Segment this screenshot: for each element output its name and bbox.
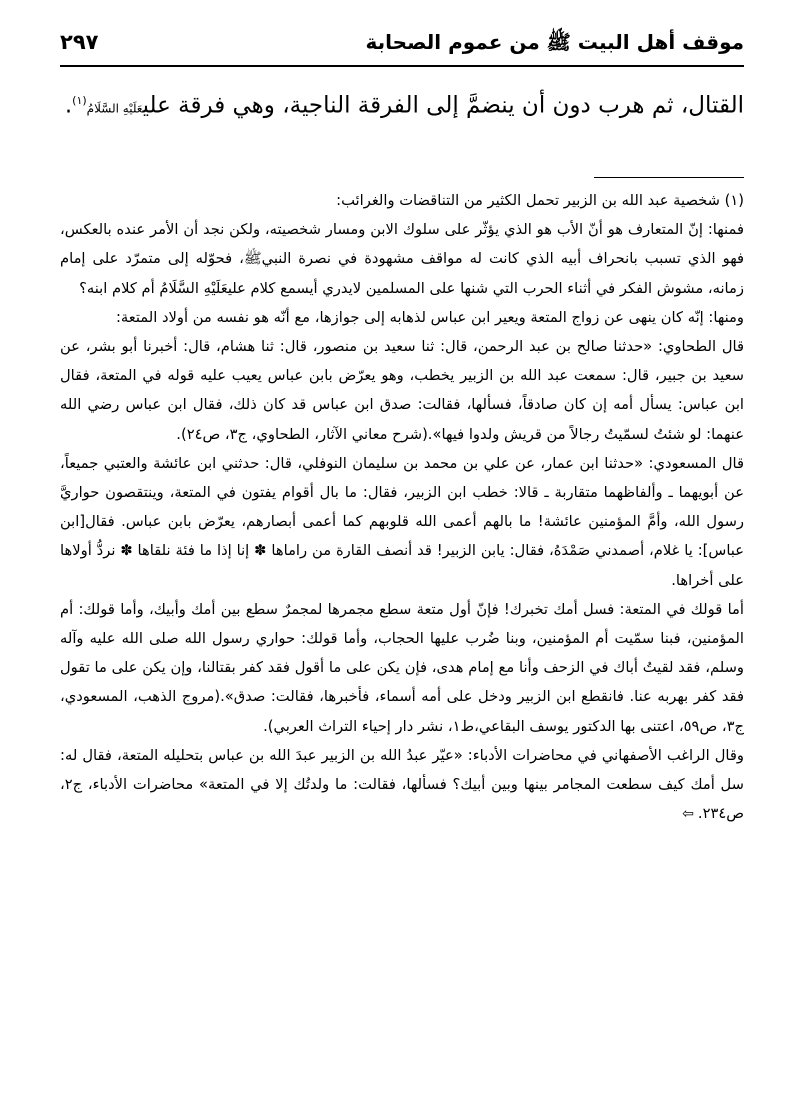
header-title: موقف أهل البيت ﷺ من عموم الصحابة [365,30,744,54]
footnote-separator [594,177,744,178]
footnotes [60,186,744,829]
continue-arrow-icon: ⇦ [682,806,694,823]
running-header [60,30,744,64]
main-text [60,84,744,126]
footnote-paragraph-text: وقال الراغب الأصفهاني في محاضرات الأدباء: «عيّر عبدُ الله بن الزبير عبدَ الله بن عباس بتحليله المتعة، فقال له: سل أمك كيف سطعت المجامر بينها وبين أبيك؟ فسألها، فقالت: ما ولدتُك إلا في المتعة» محاضرات الأدباء، ج٢، ص٢٣٤. [60,746,744,823]
footnote-paragraph: ومنها: إنّه كان ينهى عن زواج المتعة ويعير ابن عباس لذهابه إلى جوازها، مع أنّه هو نفسه من أولاد المتعة: [115,308,744,326]
footnote-ref[interactable]: (١) [72,94,87,107]
page-number: ٢٩٧ [60,30,99,54]
header-rule [60,65,744,67]
honorific: عَلَيْهِ السَّلَامُ [86,101,143,116]
main-text-body: القتال، ثم هرب دون أن ينضمَّ إلى الفرقة الناجية، وهي فرقة علي [142,92,744,119]
footnote-paragraph: أما قولك في المتعة: فسل أمك تخبرك! فإنّ أول متعة سطع مجمرها لمجمرٌ سطع بين أمك وأبيك، وأما قولك: أم المؤمنين، فبنا سمّيت أم المؤمنين، وبنا ضُرب عليها الحجاب، وأما قولك: حواري رسول الله صلى الله عليه وآله وسلم، فقد لقيتُ أباك في الزحف وأنا مع إمام هدى، فإن يكن على ما أقول فقد كفر بقتالنا، وإن يكن على ما تقول فقد كفر بهربه عنا. فانقطع ابن الزبير ودخل على أمه أسماء، فأخبرها، فقالت: صدق».(مروج الذهب، المسعودي، ج٣، ص٥٩، اعتنى بها الدكتور يوسف البقاعي،ط١، نشر دار إحياء التراث العربي). [60,600,744,735]
footnote-paragraph: قال المسعودي: «حدثنا ابن عمار، عن علي بن محمد بن سليمان النوفلي، قال: حدثني ابن عائشة والعتبي جميعاً، عن أبويهما ـ وألفاظهما متقاربة ـ قالا: خطب ابن الزبير، فقال: ما بال أقوام يفتون في المتعة، وينتقصون حواريَّ رسول الله، وأمَّ المؤمنين عائشة! ما بالهم أعمى الله قلوبهم كما أعمى أبصارهم، يعرّض بابن عباس. فقال[ابن عباس]: يا غلام، أصمدني صَمْدَهُ، فقال: يابن الزبير! قد أنصف القارة من راماها ✽ إنا إذا ما فئة نلقاها ✽ نردُّ أولاها على أخراها. [60,454,744,589]
footnote-paragraph-last [60,741,744,830]
footnote-paragraph: فمنها: إنّ المتعارف هو أنّ الأب هو الذي يؤثّر على سلوك الابن ومسار شخصيته، ولكن نجد أن الأمر عنده بالعكس، فهو الذي تسبب بانحراف أبيه الذي كانت له مواقف مشهودة في نصرة النبيﷺ، فحوّله إلى متمرّد على إمام زمانه، مشوش الفكر في أثناء الحرب التي شنها على المسلمين لايدري أيسمع كلام عليعَلَيْهِ السَّلَامُ أم كلام ابنه؟ [60,221,744,297]
main-text-end: . [64,92,73,119]
footnote-paragraph: قال الطحاوي: «حدثنا صالح بن عبد الرحمن، قال: ثنا سعيد بن منصور، قال: ثنا هشام، قال: أخبرنا أبو بشر، عن سعيد بن جبير، قال: سمعت عبد الله بن الزبير يخطب، وهو يعرّض بابن عباس يعيب عليه قوله في المتعة، فقال ابن عباس: يسأل أمه إن كان صادقاً، فسألها، فقالت: صدق ابن عباس قد كان ذلك، فقال ابن عباس رضي الله عنهما: لو شئتُ لسمّيتُ رجالاً من قريش ولدوا فيها».(شرح معاني الآثار، الطحاوي، ج٣، ص٢٤). [60,338,744,443]
footnote-paragraph: (١) شخصية عبد الله بن الزبير تحمل الكثير من التناقضات والغرائب: [336,192,744,209]
